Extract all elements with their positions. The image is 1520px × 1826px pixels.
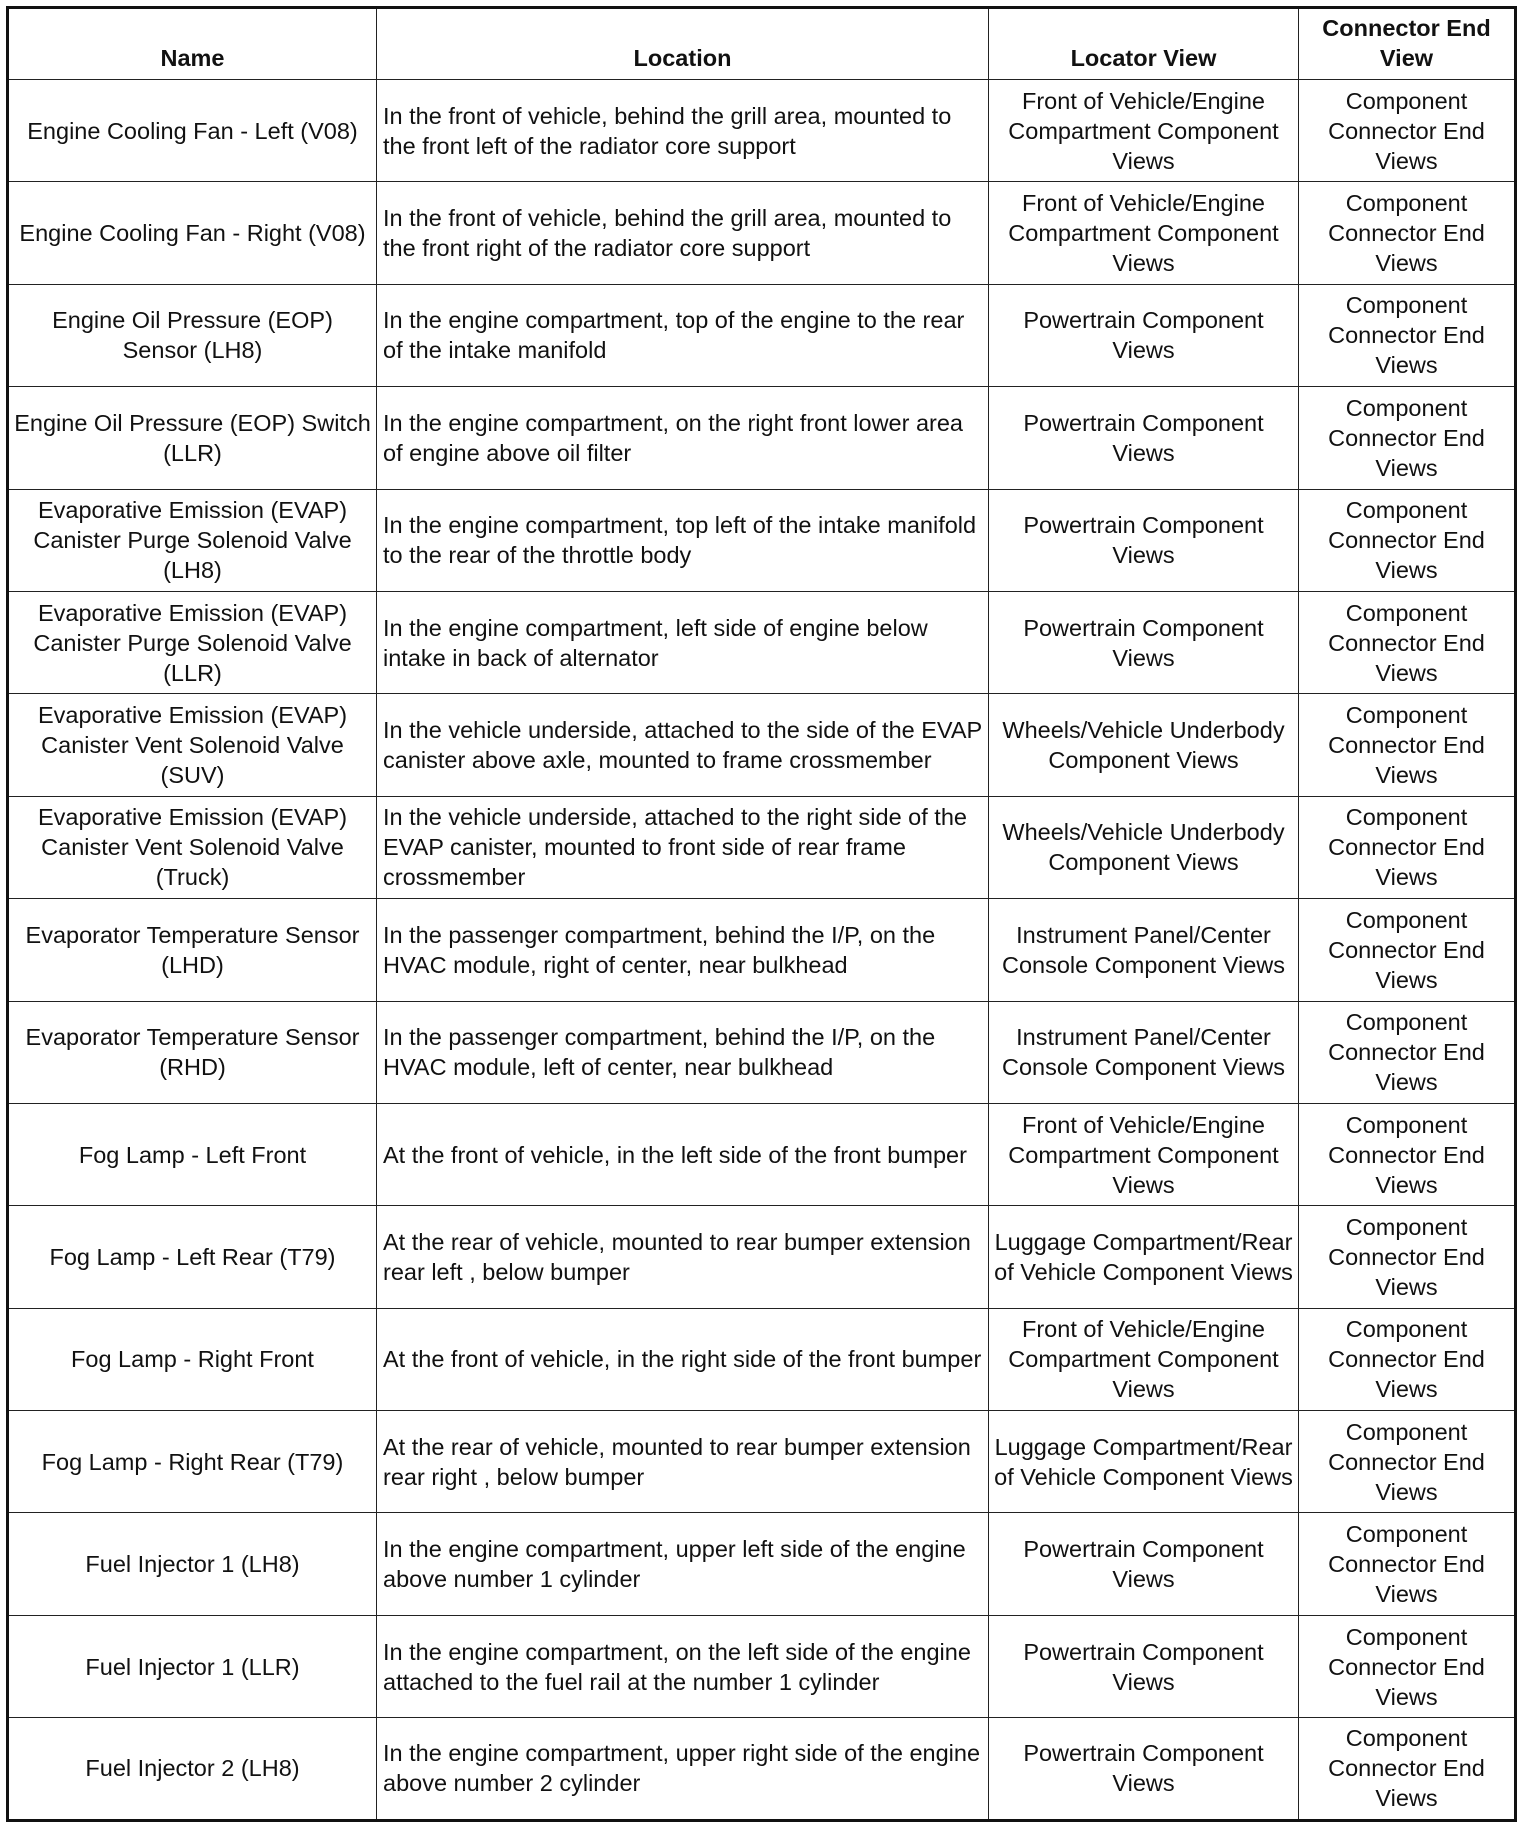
cell-locator-view: Powertrain Component Views (989, 387, 1299, 489)
cell-connector-end-view: Component Connector End Views (1299, 182, 1516, 284)
cell-connector-end-view: Component Connector End Views (1299, 1718, 1516, 1820)
cell-connector-end-view: Component Connector End Views (1299, 1411, 1516, 1513)
cell-name: Fog Lamp - Right Front (8, 1308, 377, 1410)
table-row (8, 284, 1516, 386)
cell-location: In the engine compartment, on the right front lower area of engine above oil filter (377, 387, 989, 489)
cell-name: Fog Lamp - Left Front (8, 1103, 377, 1205)
cell-name: Fuel Injector 1 (LH8) (8, 1513, 377, 1615)
header-name: Name (8, 8, 377, 80)
cell-locator-view: Wheels/Vehicle Underbody Component Views (989, 796, 1299, 898)
table-row (8, 694, 1516, 796)
cell-location: In the vehicle underside, attached to the side of the EVAP canister above axle, mounted to frame crossmember (377, 694, 989, 796)
cell-name: Evaporative Emission (EVAP) Canister Purge Solenoid Valve (LH8) (8, 489, 377, 591)
header-connector-end-view: Connector End View (1299, 8, 1516, 80)
cell-connector-end-view: Component Connector End Views (1299, 1103, 1516, 1205)
table-row (8, 1103, 1516, 1205)
cell-location: In the engine compartment, left side of engine below intake in back of alternator (377, 591, 989, 693)
cell-locator-view: Powertrain Component Views (989, 1615, 1299, 1717)
cell-locator-view: Front of Vehicle/Engine Compartment Component Views (989, 182, 1299, 284)
component-locator-table (6, 6, 1517, 1822)
cell-locator-view: Instrument Panel/Center Console Component Views (989, 1001, 1299, 1103)
table-row (8, 1615, 1516, 1717)
cell-connector-end-view: Component Connector End Views (1299, 694, 1516, 796)
table-row (8, 796, 1516, 898)
cell-name: Engine Oil Pressure (EOP) Sensor (LH8) (8, 284, 377, 386)
table-row (8, 80, 1516, 182)
cell-locator-view: Front of Vehicle/Engine Compartment Component Views (989, 80, 1299, 182)
table-row (8, 387, 1516, 489)
cell-name: Fog Lamp - Right Rear (T79) (8, 1411, 377, 1513)
cell-connector-end-view: Component Connector End Views (1299, 387, 1516, 489)
table-row (8, 1411, 1516, 1513)
cell-connector-end-view: Component Connector End Views (1299, 796, 1516, 898)
table-header-row (8, 8, 1516, 80)
table-row (8, 1718, 1516, 1820)
cell-location: In the engine compartment, top of the engine to the rear of the intake manifold (377, 284, 989, 386)
cell-locator-view: Front of Vehicle/Engine Compartment Component Views (989, 1103, 1299, 1205)
cell-name: Engine Cooling Fan - Left (V08) (8, 80, 377, 182)
cell-location: In the engine compartment, upper right side of the engine above number 2 cylinder (377, 1718, 989, 1820)
cell-name: Fuel Injector 1 (LLR) (8, 1615, 377, 1717)
cell-name: Engine Cooling Fan - Right (V08) (8, 182, 377, 284)
cell-location: In the engine compartment, top left of the intake manifold to the rear of the throttle body (377, 489, 989, 591)
cell-locator-view: Powertrain Component Views (989, 1718, 1299, 1820)
cell-location: At the rear of vehicle, mounted to rear bumper extension rear right , below bumper (377, 1411, 989, 1513)
cell-connector-end-view: Component Connector End Views (1299, 1001, 1516, 1103)
cell-location: At the front of vehicle, in the left side of the front bumper (377, 1103, 989, 1205)
cell-name: Fuel Injector 2 (LH8) (8, 1718, 377, 1820)
cell-location: At the front of vehicle, in the right side of the front bumper (377, 1308, 989, 1410)
cell-location: In the passenger compartment, behind the I/P, on the HVAC module, left of center, near bulkhead (377, 1001, 989, 1103)
table-row (8, 591, 1516, 693)
cell-connector-end-view: Component Connector End Views (1299, 1513, 1516, 1615)
cell-name: Evaporator Temperature Sensor (LHD) (8, 899, 377, 1001)
table-row (8, 489, 1516, 591)
cell-name: Engine Oil Pressure (EOP) Switch (LLR) (8, 387, 377, 489)
cell-connector-end-view: Component Connector End Views (1299, 284, 1516, 386)
cell-connector-end-view: Component Connector End Views (1299, 489, 1516, 591)
cell-connector-end-view: Component Connector End Views (1299, 80, 1516, 182)
cell-name: Evaporator Temperature Sensor (RHD) (8, 1001, 377, 1103)
table-row (8, 182, 1516, 284)
table-row (8, 1001, 1516, 1103)
cell-location: In the passenger compartment, behind the I/P, on the HVAC module, right of center, near bulkhead (377, 899, 989, 1001)
header-locator-view: Locator View (989, 8, 1299, 80)
cell-locator-view: Luggage Compartment/Rear of Vehicle Component Views (989, 1206, 1299, 1308)
table-row (8, 1206, 1516, 1308)
cell-locator-view: Powertrain Component Views (989, 284, 1299, 386)
cell-locator-view: Powertrain Component Views (989, 1513, 1299, 1615)
cell-location: In the front of vehicle, behind the grill area, mounted to the front left of the radiator core support (377, 80, 989, 182)
cell-location: In the engine compartment, upper left side of the engine above number 1 cylinder (377, 1513, 989, 1615)
cell-location: In the engine compartment, on the left side of the engine attached to the fuel rail at the number 1 cylinder (377, 1615, 989, 1717)
cell-connector-end-view: Component Connector End Views (1299, 591, 1516, 693)
table-row (8, 1308, 1516, 1410)
cell-connector-end-view: Component Connector End Views (1299, 1615, 1516, 1717)
cell-location: In the vehicle underside, attached to the right side of the EVAP canister, mounted to front side of rear frame crossmember (377, 796, 989, 898)
cell-name: Fog Lamp - Left Rear (T79) (8, 1206, 377, 1308)
cell-name: Evaporative Emission (EVAP) Canister Purge Solenoid Valve (LLR) (8, 591, 377, 693)
cell-connector-end-view: Component Connector End Views (1299, 899, 1516, 1001)
cell-location: At the rear of vehicle, mounted to rear bumper extension rear left , below bumper (377, 1206, 989, 1308)
cell-connector-end-view: Component Connector End Views (1299, 1206, 1516, 1308)
cell-name: Evaporative Emission (EVAP) Canister Vent Solenoid Valve (SUV) (8, 694, 377, 796)
table-row (8, 1513, 1516, 1615)
cell-locator-view: Wheels/Vehicle Underbody Component Views (989, 694, 1299, 796)
cell-name: Evaporative Emission (EVAP) Canister Vent Solenoid Valve (Truck) (8, 796, 377, 898)
cell-connector-end-view: Component Connector End Views (1299, 1308, 1516, 1410)
header-location: Location (377, 8, 989, 80)
cell-locator-view: Instrument Panel/Center Console Component Views (989, 899, 1299, 1001)
table-row (8, 899, 1516, 1001)
cell-locator-view: Powertrain Component Views (989, 489, 1299, 591)
cell-locator-view: Powertrain Component Views (989, 591, 1299, 693)
cell-location: In the front of vehicle, behind the grill area, mounted to the front right of the radiator core support (377, 182, 989, 284)
cell-locator-view: Front of Vehicle/Engine Compartment Component Views (989, 1308, 1299, 1410)
cell-locator-view: Luggage Compartment/Rear of Vehicle Component Views (989, 1411, 1299, 1513)
